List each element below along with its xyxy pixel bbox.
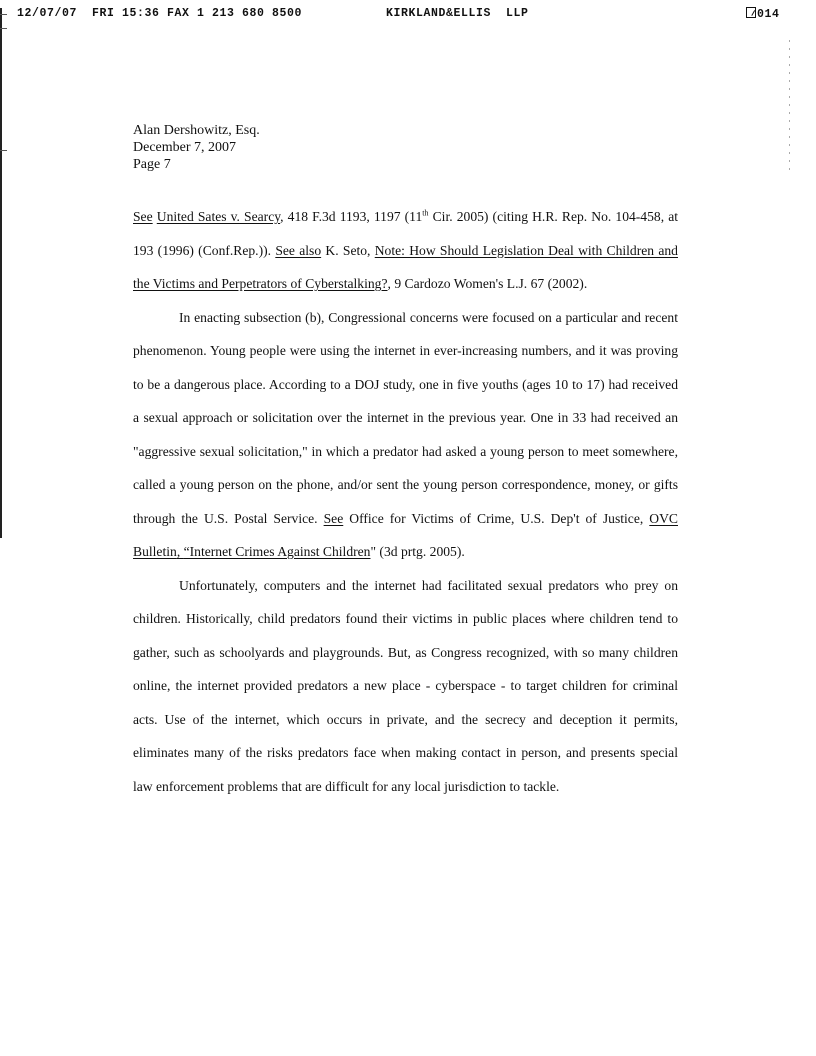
paragraph-text: In enacting subsection (b), Congressional concerns were focused on a particular and recent phenomenon. Young people were using the internet in ever-increasing numbers, and it was proving to be a dangerous place. According to a DOJ study, one in five youths (ages 10 to 17) had received a sexual approach or solicitation over the internet in the previous year. One in 33 had received an "aggressive sexual solicitation," in which a predator had asked a young person to meet somewhere, called a young person on the phone, and/or sent the young person correspondence, money, or gifts through the U.S. Postal Service.	[133, 309, 678, 526]
scan-left-edge	[0, 8, 2, 538]
scan-edge-tick	[0, 150, 7, 151]
bulletin-name: OVC Bulletin	[133, 510, 678, 559]
fax-datetime: 12/07/07 FRI 15:36 FAX 1 213 680 8500	[17, 7, 303, 20]
source-edition: " (3d prtg. 2005).	[370, 544, 465, 559]
page-label: Page 7	[133, 157, 171, 172]
paragraph-text: Unfortunately, computers and the internet had facilitated sexual predators who prey on children. Historically, child predators found their victims in public places where children tend to gather, such as schoolyards and playgrounds. But, as Congress recognized, with so many children online, the internet provided predators a new place - cyberspace - to target children for criminal acts. Use of the internet, which occurs in private, and the secrecy and deception it permits, eliminates many of the risks predators face when making contact in person, and presents special law enforcement problems that are difficult for any local jurisdiction to tackle.	[133, 577, 678, 794]
source-text: Office for Victims of Crime, U.S. Dep't of Justice,	[343, 510, 650, 526]
recipient: Alan Dershowitz, Esq.	[133, 123, 260, 138]
see-also-signal: See also	[275, 242, 322, 258]
letter-heading	[133, 122, 260, 173]
see-signal: See	[133, 209, 153, 224]
case-cite: , 418 F.3d 1193, 1197 (11	[280, 209, 423, 224]
ordinal-suffix: th	[422, 208, 429, 218]
case-cite-rest: Cir. 2005) (citing H.R. Rep. No. 104-458, at 193 (1996) (Conf.Rep.)).	[133, 209, 679, 258]
bulletin-title: “Internet Crimes Against Children	[183, 544, 371, 559]
citation-paragraph	[133, 200, 678, 301]
scan-right-edge	[789, 40, 790, 170]
see-signal: See	[323, 510, 344, 526]
scan-edge-tick	[0, 28, 7, 29]
letter-date: December 7, 2007	[133, 140, 237, 155]
fax-page-icon	[746, 7, 756, 18]
journal-cite: , 9 Cardozo Women's L.J. 67 (2002).	[387, 276, 588, 291]
fax-page-number: 014	[757, 8, 780, 21]
bulletin-separator: ,	[176, 544, 184, 559]
paragraph-predators	[133, 569, 678, 804]
article-author: K. Seto,	[321, 242, 375, 258]
fax-firm-name: KIRKLAND&ELLIS LLP	[386, 7, 529, 20]
paragraph-dangers	[133, 301, 678, 569]
letter-body	[133, 200, 678, 803]
article-title: Note: How Should Legislation Deal with Children and the Victims and Perpetrators of Cyberstalking?	[133, 242, 678, 291]
fax-header	[0, 7, 816, 23]
case-name: United Sates v. Searcy	[156, 209, 281, 224]
fax-page	[746, 7, 780, 21]
